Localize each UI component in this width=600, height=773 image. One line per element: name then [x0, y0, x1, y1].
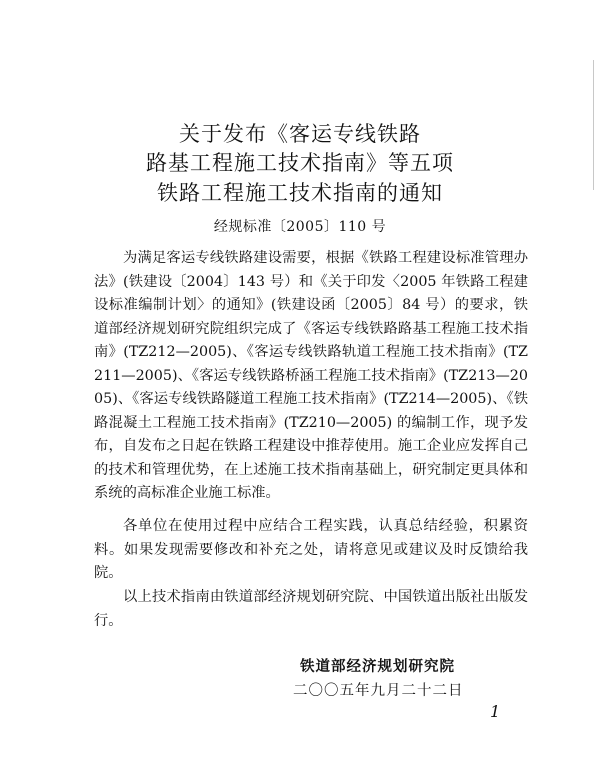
body-paragraph-2: 各单位在使用过程中应结合工程实践，认真总结经验，积累资料。如果发现需要修改和补充之处，请将意见或建议及时反馈给我院。 — [94, 518, 528, 581]
document-number: 经规标准〔2005〕110 号 — [213, 219, 387, 235]
scan-edge-line — [593, 60, 594, 190]
title-line-2: 路基工程施工技术指南》等五项 — [146, 151, 454, 175]
signature-date: 二〇〇五年九月二十二日 — [293, 683, 464, 699]
title-line-1: 关于发布《客运专线铁路 — [179, 122, 421, 146]
body-paragraph-1: 为满足客运专线铁路建设需要，根据《铁路工程建设标准管理办法》(铁建设〔2004〕143 号）和《关于印发〈2005 年铁路工程建设标准编制计划〉的通知》(铁建设函〔2005〕84 号）的要求，铁道部经济规划研究院组织完成了《客运专线铁路路基工程施工技术指南》(TZ212—2005)、《客运专线铁路轨道工程施工技术指南》(TZ211—2005)、《客运专线铁路桥涵工程施工技术指南》(TZ213—2005)、《客运专线铁路隧道工程施工技术指南》(TZ214—2005)、《铁路混凝土工程施工技术指南》(TZ210—2005) 的编制工作，现予发布，自发布之日起在铁路工程建设中推荐使用。施工企业应发挥自己的技术和管理优势，在上述施工技术指南基础上，研究制定更具体和系统的高标准企业施工标准。 — [94, 250, 528, 501]
title-line-3: 铁路工程施工技术指南的通知 — [157, 181, 443, 205]
signature-organization: 铁道部经济规划研究院 — [300, 658, 455, 675]
body-paragraph-3: 以上技术指南由铁道部经济规划研究院、中国铁道出版社出版发行。 — [94, 589, 528, 629]
page-number: 1 — [490, 702, 501, 721]
